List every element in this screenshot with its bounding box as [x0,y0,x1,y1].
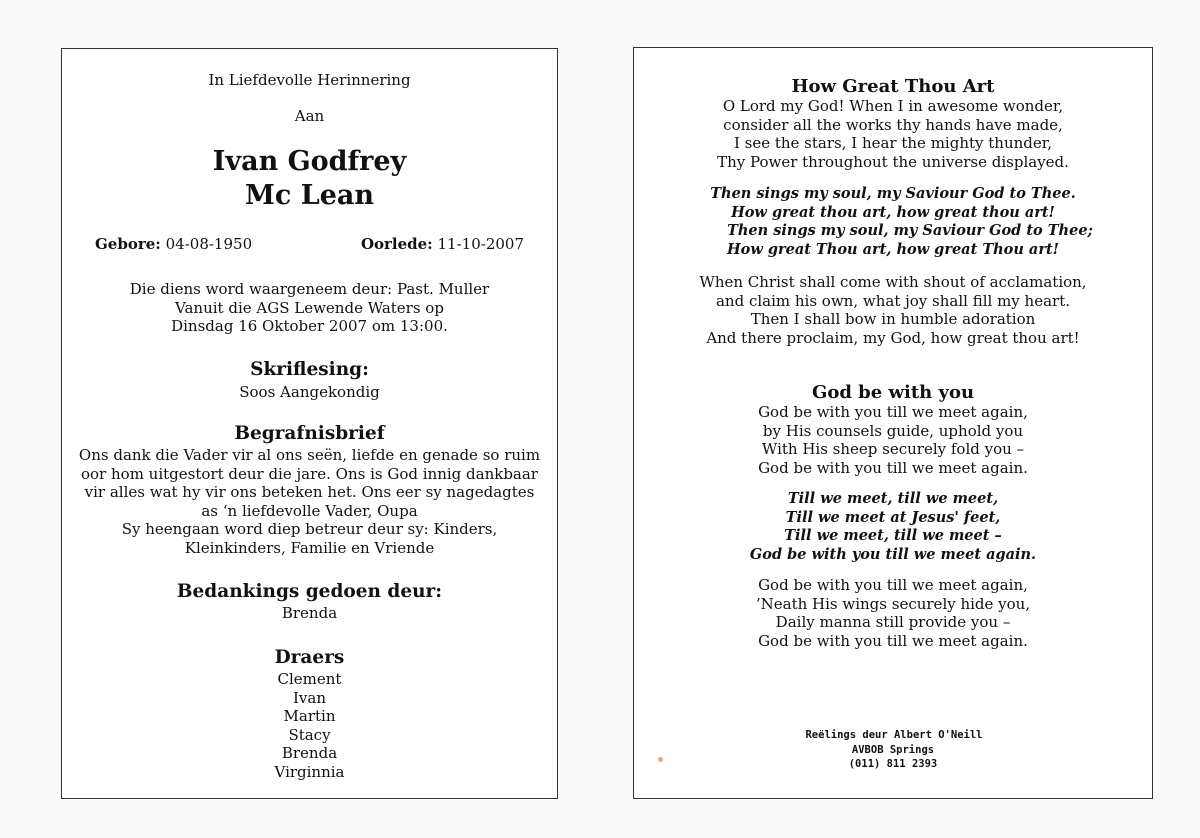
bearers-heading: Draers [274,647,345,668]
hymn2-verse1 [634,403,1152,477]
chorus-line: Then sings my soul, my Saviour God to Thee; [727,222,1093,239]
chorus-line: Till we meet, till we meet – [784,527,1002,544]
bearer-name: Martin [283,707,336,725]
to-text: Aan [294,107,325,125]
funeral-footer [634,728,1152,772]
deceased-name-last: Mc Lean [244,180,374,211]
letter-line: as ‘n liefdevolle Vader, Oupa [201,501,418,520]
thanks-heading: Bedankings gedoen deur: [176,581,443,602]
chorus-line: How great thou art, how great thou art! [731,203,1055,221]
hymn-line: And there proclaim, my God, how great thou art! [706,328,1080,347]
letter-line: Ons dank die Vader vir al ons seën, liefde en genade so ruim [78,446,541,464]
letter-line: vir alles wat hy vir ons beteken het. Ons eer sy nagedagtes [84,483,535,501]
bearer-name: Clement [277,670,342,688]
intro-text: In Liefdevolle Herinnering [208,71,411,89]
hymn2-verse2 [634,576,1152,650]
scripture-text: Soos Aangekondig [239,383,380,401]
hymn-line: and claim his own, what joy shall fill my heart. [715,291,1070,310]
scripture-heading: Skriflesing: [250,359,369,380]
deceased-name-first: Ivan Godfrey [212,146,407,177]
company-name: AVBOB Springs [851,743,935,756]
died-date: 11-10-2007 [437,235,524,253]
letter-text [62,446,557,557]
bearer-name: Stacy [288,725,331,744]
hymn-line: O Lord my God! When I in awesome wonder, [722,97,1064,115]
died-group [361,235,524,253]
letter-heading: Begrafnisbrief [234,423,385,444]
born-date: 04-08-1950 [165,235,253,253]
chorus-line: Till we meet, till we meet, [787,490,999,507]
hymn2-chorus [634,490,1152,564]
chorus-line: God be with you till we meet again. [749,545,1037,563]
left-page [61,48,558,799]
right-page [633,47,1153,799]
hymn-line: Then I shall bow in humble adoration [750,310,1036,328]
hymn1-title: How Great Thou Art [791,76,995,97]
hymn-line: God be with you till we meet again. [758,631,1028,650]
hymn-line: ’Neath His wings securely hide you, [755,594,1031,613]
died-label: Oorlede: [360,235,433,253]
letter-line: Kleinkinders, Familie en Vriende [184,538,435,557]
bearer-name: Brenda [281,744,338,762]
hymn-line: When Christ shall come with shout of acclamation, [699,273,1087,291]
service-line: Dinsdag 16 Oktober 2007 om 13:00. [171,317,448,335]
hymn-line: God be with you till we meet again. [758,458,1028,477]
bearers-list [62,670,557,781]
service-line: Die diens word waargeneem deur: Past. Muller [129,280,490,298]
hymn1-chorus [634,185,1152,259]
letter-line: Sy heengaan word diep betreur deur sy: Kinders, [121,520,498,538]
chorus-line: How great Thou art, how great Thou art! [726,240,1060,258]
arrangements-text: Reëlings deur Albert O'Neill [805,729,983,741]
hymn-line: With His sheep securely fold you – [761,440,1025,458]
hymn1-verse1 [634,97,1152,171]
hymn1-verse2 [634,273,1152,347]
chorus-line: Till we meet at Jesus' feet, [785,508,1001,526]
hymn-line: Thy Power throughout the universe displayed. [717,152,1069,171]
letter-line: oor hom uitgestort deur die jare. Ons is God innig dankbaar [81,464,538,483]
hymn-line: consider all the works thy hands have made, [723,115,1063,134]
chorus-line: Then sings my soul, my Saviour God to Thee. [710,185,1076,202]
paper-stain [658,757,663,762]
hymn-line: I see the stars, I hear the mighty thunder, [733,134,1053,152]
hymn-line: by His counsels guide, uphold you [762,421,1024,440]
hymn2-title: God be with you [811,382,975,403]
hymn-line: God be with you till we meet again, [758,576,1028,594]
company-phone: (011) 811 2393 [848,758,938,770]
bearer-name: Virginnia [274,762,345,781]
hymn-line: God be with you till we meet again, [758,403,1028,421]
service-line: Vanuit die AGS Lewende Waters op [175,298,444,317]
born-group [95,235,252,253]
hymn-line: Daily manna still provide you – [775,613,1011,631]
bearer-name: Ivan [292,688,326,707]
thanks-name: Brenda [281,604,338,622]
service-details [62,280,557,336]
born-label: Gebore: [95,235,161,253]
